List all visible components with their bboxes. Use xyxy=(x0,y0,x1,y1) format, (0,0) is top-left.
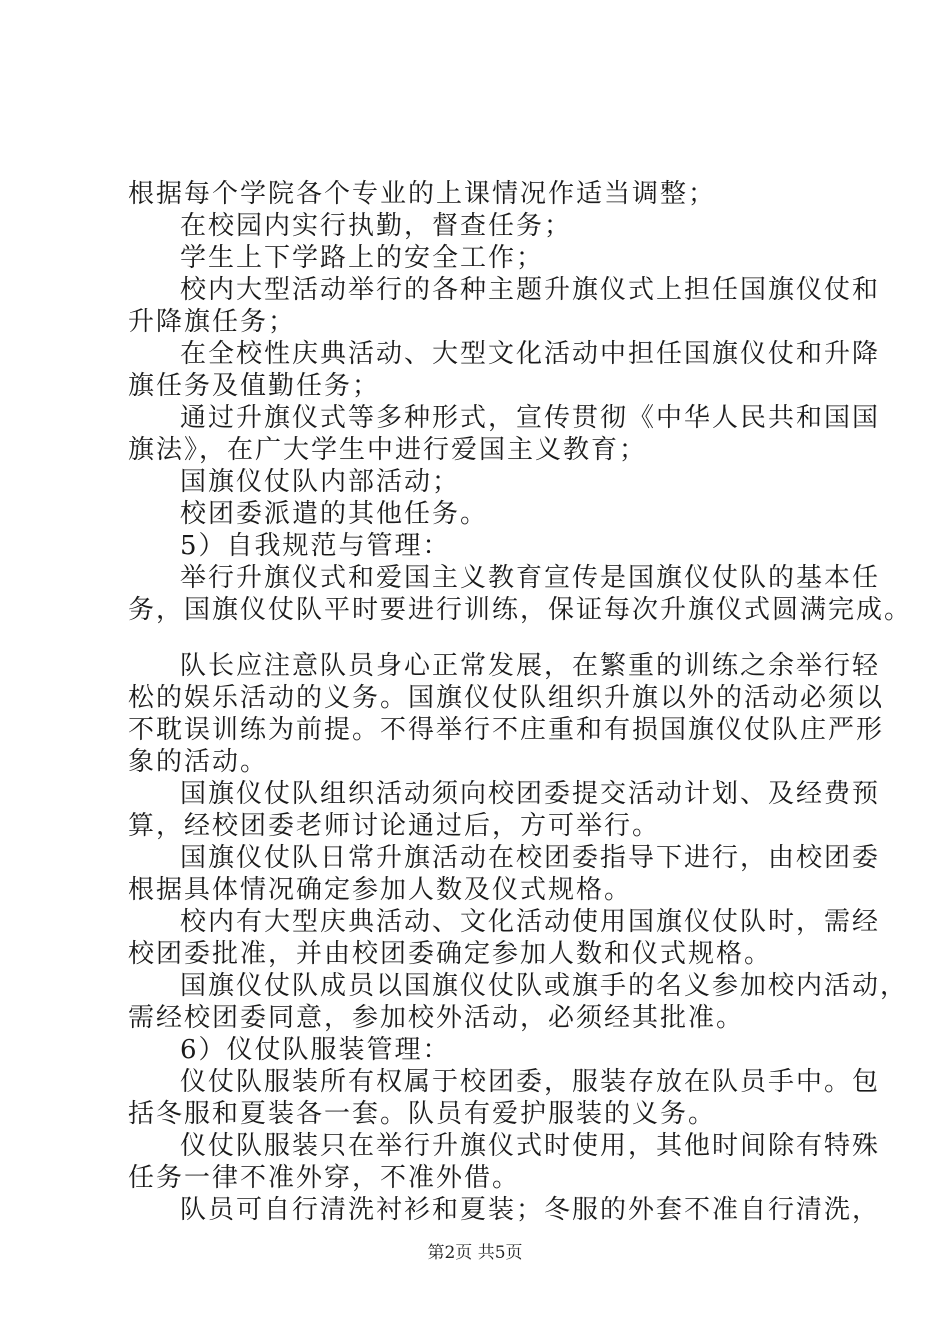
text-line: 队长应注意队员身心正常发展，在繁重的训练之余举行轻 xyxy=(180,651,881,681)
text-line: 校团委派遣的其他任务。 xyxy=(180,499,489,529)
section-heading: 6）仪仗队服装管理： xyxy=(180,1035,451,1065)
page-number-footer: 第2页 共5页 xyxy=(427,1243,523,1263)
text-line: 松的娱乐活动的义务。国旗仪仗队组织升旗以外的活动必须以 xyxy=(128,683,885,713)
text-line: 仪仗队服装只在举行升旗仪式时使用，其他时间除有特殊 xyxy=(180,1131,881,1161)
text-line: 不耽误训练为前提。不得举行不庄重和有损国旗仪仗队庄严形 xyxy=(128,715,885,745)
text-line: 任务一律不准外穿，不准外借。 xyxy=(128,1163,521,1193)
text-line: 校内大型活动举行的各种主题升旗仪式上担任国旗仪仗和 xyxy=(180,275,881,305)
text-line: 国旗仪仗队日常升旗活动在校团委指导下进行，由校团委 xyxy=(180,843,881,873)
section-heading: 5）自我规范与管理： xyxy=(180,531,451,561)
text-line: 务，国旗仪仗队平时要进行训练，保证每次升旗仪式圆满完成。 xyxy=(128,595,913,625)
text-line: 通过升旗仪式等多种形式，宣传贯彻《中华人民共和国国 xyxy=(180,403,881,433)
text-line: 国旗仪仗队成员以国旗仪仗队或旗手的名义参加校内活动， xyxy=(180,971,909,1001)
text-line: 算，经校团委老师讨论通过后，方可举行。 xyxy=(128,811,661,841)
text-line: 旗法》，在广大学生中进行爱国主义教育； xyxy=(128,435,648,465)
text-line: 校团委批准，并由校团委确定参加人数和仪式规格。 xyxy=(128,939,773,969)
text-line: 举行升旗仪式和爱国主义教育宣传是国旗仪仗队的基本任 xyxy=(180,563,881,593)
text-line: 根据具体情况确定参加人数及仪式规格。 xyxy=(128,875,633,905)
text-line: 根据每个学院各个专业的上课情况作适当调整； xyxy=(128,179,717,209)
text-line: 国旗仪仗队组织活动须向校团委提交活动计划、及经费预 xyxy=(180,779,881,809)
text-line: 旗任务及值勤任务； xyxy=(128,371,381,401)
text-line: 升降旗任务； xyxy=(128,307,297,337)
text-line: 仪仗队服装所有权属于校团委，服装存放在队员手中。包 xyxy=(180,1067,881,1097)
text-line: 在校园内实行执勤，督查任务； xyxy=(180,211,573,241)
text-line: 国旗仪仗队内部活动； xyxy=(180,467,461,497)
text-line: 校内有大型庆典活动、文化活动使用国旗仪仗队时，需经 xyxy=(180,907,881,937)
text-line: 在全校性庆典活动、大型文化活动中担任国旗仪仗和升降 xyxy=(180,339,881,369)
text-line: 括冬服和夏装各一套。队员有爱护服装的义务。 xyxy=(128,1099,717,1129)
text-line: 象的活动。 xyxy=(128,747,269,777)
text-line: 队员可自行清洗衬衫和夏装；冬服的外套不准自行清洗， xyxy=(180,1195,881,1225)
text-line: 需经校团委同意，参加校外活动，必须经其批准。 xyxy=(128,1003,745,1033)
text-line: 学生上下学路上的安全工作； xyxy=(180,243,545,273)
